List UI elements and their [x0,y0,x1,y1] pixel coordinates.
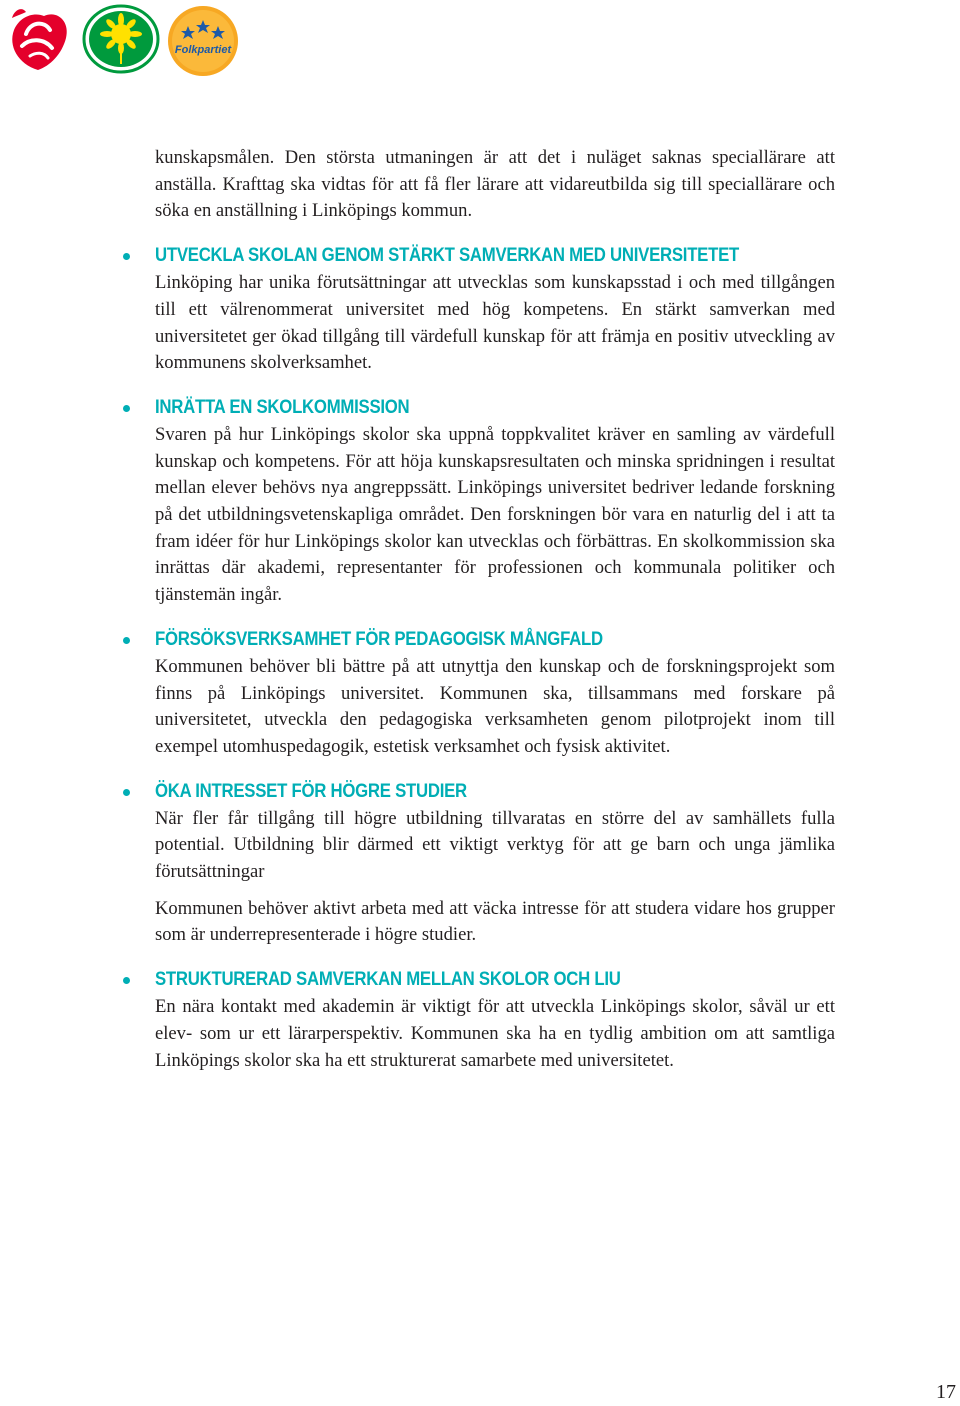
section-text: Svaren på hur Linköpings skolor ska uppnå toppkvalitet kräver en samling av värdefull kunskap och kompetens. För att höja kunskapsresultaten och minska spridningen i resultat mellan elever behövs nya angreppssätt. Linköpings universitet bedriver ledande forskning på det utbildningsvetenskapliga området. Den forskningen bör vara en naturlig del i att ta fram idéer för hur Linköpings skolor kan utvecklas och förbättras. En skolkommission ska inrättas där akademi, representanter för professionen och kommunala politiker och tjänstemän ingår. [155,423,835,606]
section-text: När fler får tillgång till högre utbildning tillvaratas en större del av samhällets fulla potential. Utbildning blir därmed ett viktigt verktyg för att ge barn och unga jämlika förutsättningar [155,807,835,883]
bullet-icon [123,789,130,796]
section-extra-text: Kommunen behöver aktivt arbeta med att väcka intresse för att studera vidare hos grupper som är underrepresenterade i högre studier. [155,897,835,946]
bullet-icon [123,405,130,412]
section-text: Kommunen behöver bli bättre på att utnyttja den kunskap och de forskningsprojekt som finns på Linköpings universitet. Kommunen ska, tillsammans med forskare på universitetet, utveckla den pedagogiska verksamheten genom pilotprojekt inom till exempel utomhuspedagogik, estetisk verksamhet och fysisk aktivitet. [155,655,835,757]
page-number: 17 [936,1381,956,1403]
bullet-icon [123,977,130,984]
folkpartiet-logo-text: Folkpartiet [174,44,232,56]
centerpartiet-dandelion-logo [82,4,160,74]
section-heading: FÖRSÖKSVERKSAMHET FÖR PEDAGOGISK MÅNGFALD [155,627,603,650]
section-heading: INRÄTTA EN SKOLKOMMISSION [155,395,410,418]
section-text: Linköping har unika förutsättningar att utvecklas som kunskapsstad i och med tillgången till ett välrenommerat universitet med hög kompetens. En stärkt samverkan med universitetet ger ökad tillgång till värdefull kunskap för att främja en positiv utveckling av kommunens skolverksamhet. [155,272,835,374]
list-item [155,626,835,761]
socialdemokraterna-rose-logo [4,4,72,74]
list-item [155,242,835,377]
section-heading: ÖKA INTRESSET FÖR HÖGRE STUDIER [155,779,467,802]
folkpartiet-badge-logo [166,4,240,78]
document-body [155,145,835,1091]
intro-paragraph: kunskapsmålen. Den största utmaningen är att det i nuläget saknas speciallärare att anställa. Krafttag ska vidtas för att få fler lärare att vidareutbilda sig till speciallärare och söka en anställning i Linköpings kommun. [155,147,835,222]
section-heading: UTVECKLA SKOLAN GENOM STÄRKT SAMVERKAN MED UNIVERSITETET [155,244,740,267]
bullet-icon [123,253,130,260]
bullet-icon [123,637,130,644]
list-item [155,394,835,609]
list-item [155,778,835,950]
section-heading: STRUKTURERAD SAMVERKAN MELLAN SKOLOR OCH LIU [155,968,621,991]
party-logos [4,4,244,76]
list-item [155,966,835,1074]
section-text: En nära kontakt med akademin är viktigt för att utveckla Linköpings skolor, såväl ur ett elev- som ur ett lärarperspektiv. Kommunen ska ha en tydlig ambition om att samtliga Linköpings skolor ska ha ett strukturerat samarbete med universitetet. [155,996,835,1071]
